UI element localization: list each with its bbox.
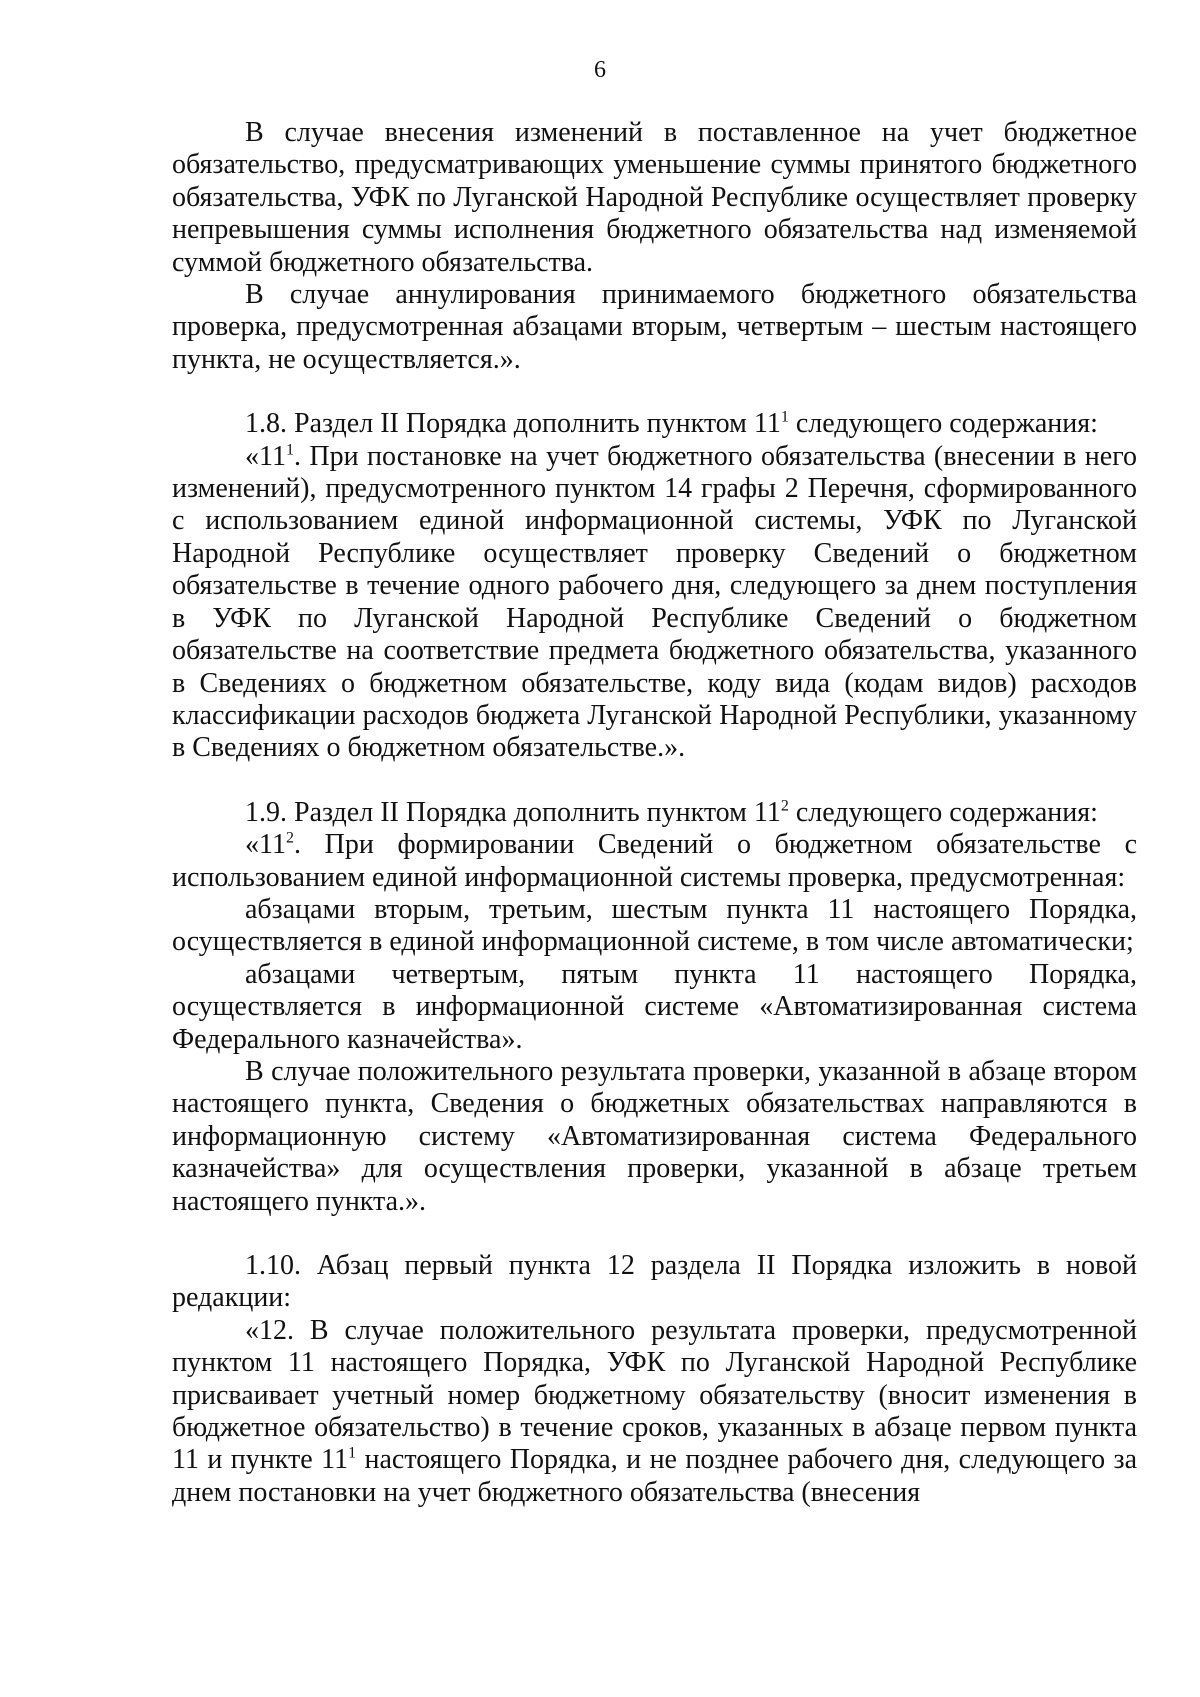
paragraph-point-11-1 xyxy=(172,441,1137,765)
point-12-text-end: настоящего Порядка, и не позднее рабочего дня, следующего за днем постановки на учет бюджетного обязательства (внесения xyxy=(172,1444,1138,1508)
superscript-2: 2 xyxy=(285,829,294,847)
superscript-1: 1 xyxy=(780,408,789,426)
point-11-1-text-start: «11 xyxy=(245,440,286,472)
paragraph-point-12 xyxy=(172,1315,1137,1509)
item-1-9-text-start: 1.9. Раздел II Порядка дополнить пунктом 11 xyxy=(245,796,781,828)
paragraph-item-1-9 xyxy=(172,797,1137,829)
superscript-1: 1 xyxy=(348,1445,357,1463)
paragraph-item-1-8 xyxy=(172,408,1137,440)
item-1-9-text-end: следующего содержания: xyxy=(788,796,1098,828)
paragraph-item-1-10: 1.10. Абзац первый пункта 12 раздела II Порядка изложить в новой редакции: xyxy=(172,1250,1137,1314)
paragraph-annulment: В случае аннулирования принимаемого бюджетного обязательства проверка, предусмотренная абзацами вторым, четвертым – шестым настоящего пункта, не осуществляется.». xyxy=(172,279,1137,375)
paragraph-positive-result: В случае положительного результата проверки, указанной в абзаце втором настоящего пункта, Сведения о бюджетных обязательствах направляются в информационную систему «Автоматизированная система Федерального казначейства» для осуществления проверки, указанной в абзаце третьем настоящего пункта.». xyxy=(172,1055,1137,1217)
superscript-1: 1 xyxy=(285,441,294,459)
paragraph-paragraphs-2-3-6: абзацами вторым, третьим, шестым пункта 11 настоящего Порядка, осуществляется в единой информационной системе, в том числе автоматически; xyxy=(172,893,1137,958)
page-number: 6 xyxy=(594,57,606,83)
point-11-2-text-start: «11 xyxy=(245,829,286,861)
point-11-1-text-end: . При постановке на учет бюджетного обязательства (внесении в него изменений), предусмотренного пунктом 14 графы 2 Перечня, сформированного с использованием единой информационной системы, УФК по Луганской Народной Республике осуществляет проверку Сведений о бюджетном обязательстве в течение одного рабочего дня, следующего за днем поступления в УФК по Луганской Народной Республике Сведений о бюджетном обязательстве на соответствие предмета бюджетного обязательства, указанного в Сведениях о бюджетном обязательстве, коду вида (кодам видов) расходов классификации расходов бюджета Луганской Народной Республики, указанному в Сведениях о бюджетном обязательстве.». xyxy=(172,440,1137,764)
superscript-2: 2 xyxy=(780,797,789,815)
paragraph-point-11-2 xyxy=(172,829,1137,894)
document-body xyxy=(172,117,1137,1509)
paragraph-paragraphs-4-5: абзацами четвертым, пятым пункта 11 настоящего Порядка, осуществляется в информационной системе «Автоматизированная система Федерального казначейства». xyxy=(172,958,1137,1055)
paragraph-budget-obligation-change: В случае внесения изменений в поставленное на учет бюджетное обязательство, предусматривающих уменьшение суммы принятого бюджетного обязательства, УФК по Луганской Народной Республике осуществляет проверку непревышения суммы исполнения бюджетного обязательства над изменяемой суммой бюджетного обязательства. xyxy=(172,117,1137,278)
point-11-2-text-end: . При формировании Сведений о бюджетном обязательстве с использованием единой информационной системы проверка, предусмотренная: xyxy=(172,829,1137,893)
item-1-8-text-start: 1.8. Раздел II Порядка дополнить пунктом 11 xyxy=(245,408,781,440)
item-1-8-text-end: следующего содержания: xyxy=(788,408,1098,440)
point-12-text-start: «12. В случае положительного результата проверки, предусмотренной пунктом 11 настоящего Порядка, УФК по Луганской Народной Республике присваивает учетный номер бюджетному обязательству (вносит изменения в бюджетное обязательство) в течение сроков, указанных в абзаце первом пункта 11 и пункте 11 xyxy=(172,1314,1137,1476)
